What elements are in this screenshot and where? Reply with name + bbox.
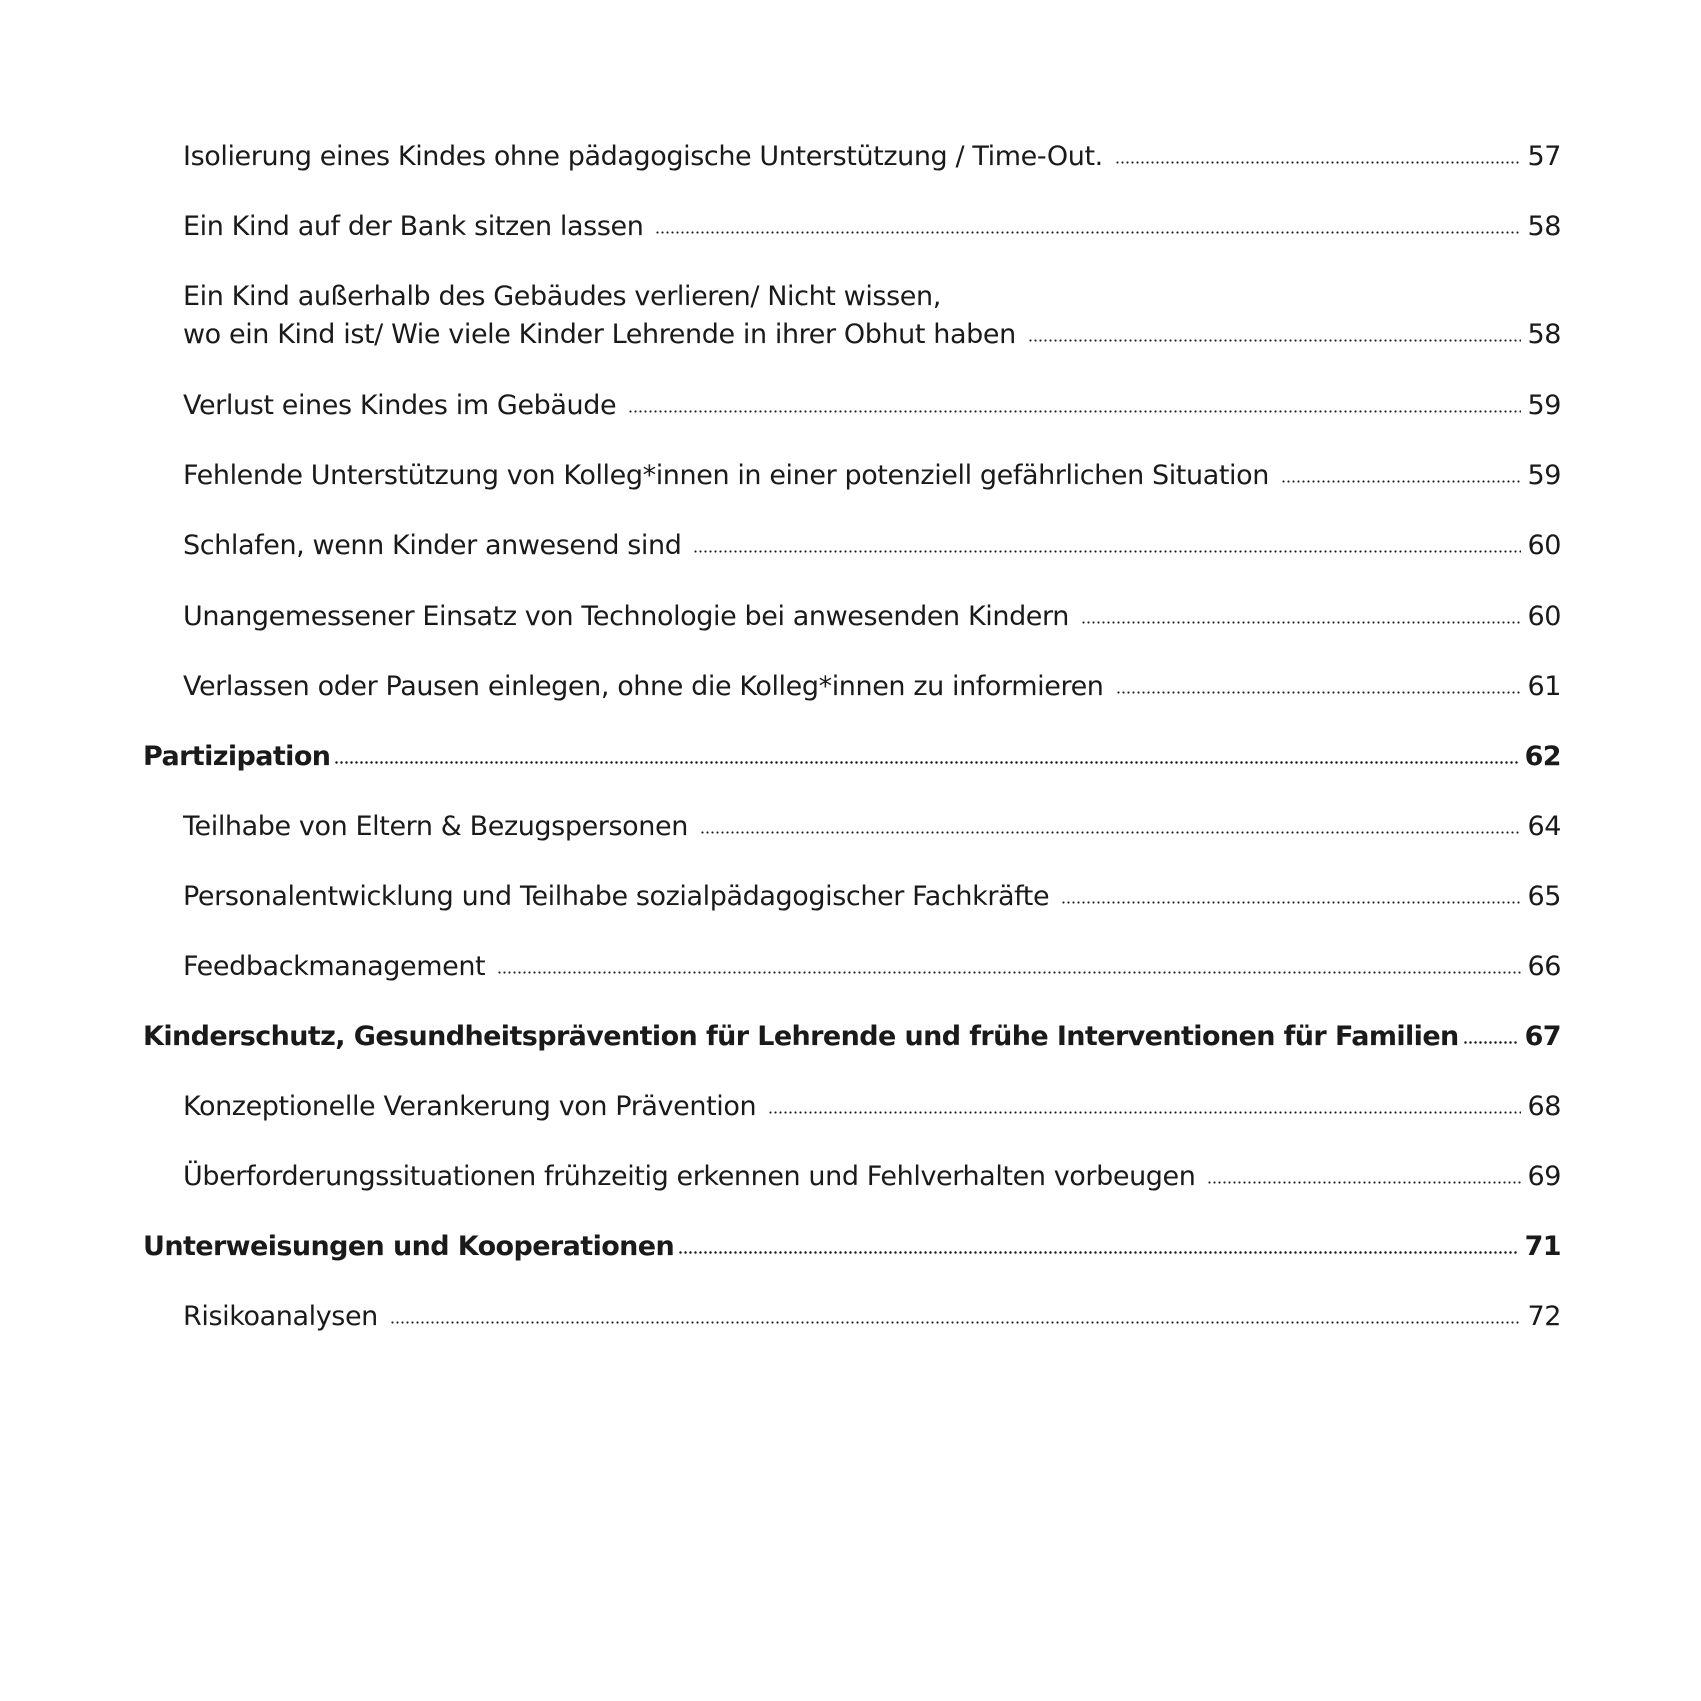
toc-entry-title-line-1: Ein Kind außerhalb des Gebäudes verlieren/ Nicht wissen, [183,281,941,312]
dot-leader [693,550,1521,553]
toc-entry[interactable] [183,878,1561,916]
toc-entry[interactable] [183,1158,1561,1196]
toc-entry-page: 68 [1527,1091,1561,1122]
toc-section-title: Partizipation [143,741,331,772]
toc-entry[interactable] [183,808,1561,846]
toc-section-page: 71 [1524,1231,1561,1262]
toc-entry-title: Isolierung eines Kindes ohne pädagogische Unterstützung / Time-Out. [183,141,1103,172]
toc-entry-title: Konzeptionelle Verankerung von Prävention [183,1091,757,1122]
dot-leader [1061,901,1521,904]
toc-entry[interactable] [183,138,1561,176]
toc-entry-page: 57 [1527,141,1561,172]
toc-entry[interactable] [183,668,1561,706]
toc-entry-title: Risikoanalysen [183,1301,378,1332]
toc-entry-page: 58 [1527,319,1561,350]
toc-entry[interactable] [183,278,1561,354]
dot-leader [678,1251,1519,1254]
toc-entry[interactable] [183,948,1561,986]
toc-entry-title: Personalentwicklung und Teilhabe sozialpädagogischer Fachkräfte [183,881,1050,912]
toc-entry-page: 72 [1527,1301,1561,1332]
toc-entry-title: Unangemessener Einsatz von Technologie bei anwesenden Kindern [183,601,1069,632]
toc-entry[interactable] [183,208,1561,246]
toc-entry-page: 61 [1527,671,1561,702]
toc-entry[interactable] [183,598,1561,636]
toc-section-title: Kinderschutz, Gesundheitsprävention für Lehrende und frühe Interventionen für Familien [143,1021,1459,1052]
dot-leader [334,761,1518,764]
dot-leader [1463,1041,1519,1044]
toc-entry-title: Verlust eines Kindes im Gebäude [183,390,617,421]
toc-entry-page: 65 [1527,881,1561,912]
toc-entry[interactable] [183,387,1561,425]
toc-section-entry[interactable] [143,738,1561,776]
toc-section-title: Unterweisungen und Kooperationen [143,1231,675,1262]
toc-entry-page: 69 [1527,1161,1561,1192]
toc-entry-title: Überforderungssituationen frühzeitig erkennen und Fehlverhalten vorbeugen [183,1161,1196,1192]
dot-leader [1115,161,1522,164]
toc-entry-page: 59 [1527,390,1561,421]
toc-section-page: 62 [1524,741,1561,772]
dot-leader [1207,1181,1521,1184]
toc-entry-title: Feedbackmanagement [183,951,486,982]
toc-entry-title: Ein Kind auf der Bank sitzen lassen [183,211,644,242]
toc-entry[interactable] [183,1298,1561,1336]
toc-entry-page: 64 [1527,811,1561,842]
toc-entry-title: Schlafen, wenn Kinder anwesend sind [183,530,682,561]
dot-leader [700,831,1522,834]
dot-leader [1281,480,1521,483]
toc-entry-title: Fehlende Unterstützung von Kolleg*innen in einer potenziell gefährlichen Situation [183,460,1269,491]
dot-leader [1081,621,1521,624]
dot-leader [1116,691,1522,694]
dot-leader [655,231,1521,234]
dot-leader [768,1111,1521,1114]
dot-leader [628,410,1521,413]
toc-entry-page: 58 [1527,211,1561,242]
toc-entry-page: 60 [1527,601,1561,632]
toc-entry-page: 60 [1527,530,1561,561]
toc-entry-title-line-2: wo ein Kind ist/ Wie viele Kinder Lehrende in ihrer Obhut haben [183,319,1016,350]
dot-leader [497,971,1521,974]
toc-entry-title: Teilhabe von Eltern & Bezugspersonen [183,811,688,842]
dot-leader [390,1321,1522,1324]
dot-leader [1028,339,1522,342]
toc-entry[interactable] [183,457,1561,495]
toc-entry[interactable] [183,1088,1561,1126]
toc-entry-page: 66 [1527,951,1561,982]
toc-section-page: 67 [1524,1021,1561,1052]
toc-section-entry[interactable] [143,1228,1561,1266]
toc-entry-page: 59 [1527,460,1561,491]
toc-entry-title: Verlassen oder Pausen einlegen, ohne die Kolleg*innen zu informieren [183,671,1104,702]
toc-section-entry[interactable] [143,1018,1561,1056]
toc-entry[interactable] [183,527,1561,565]
